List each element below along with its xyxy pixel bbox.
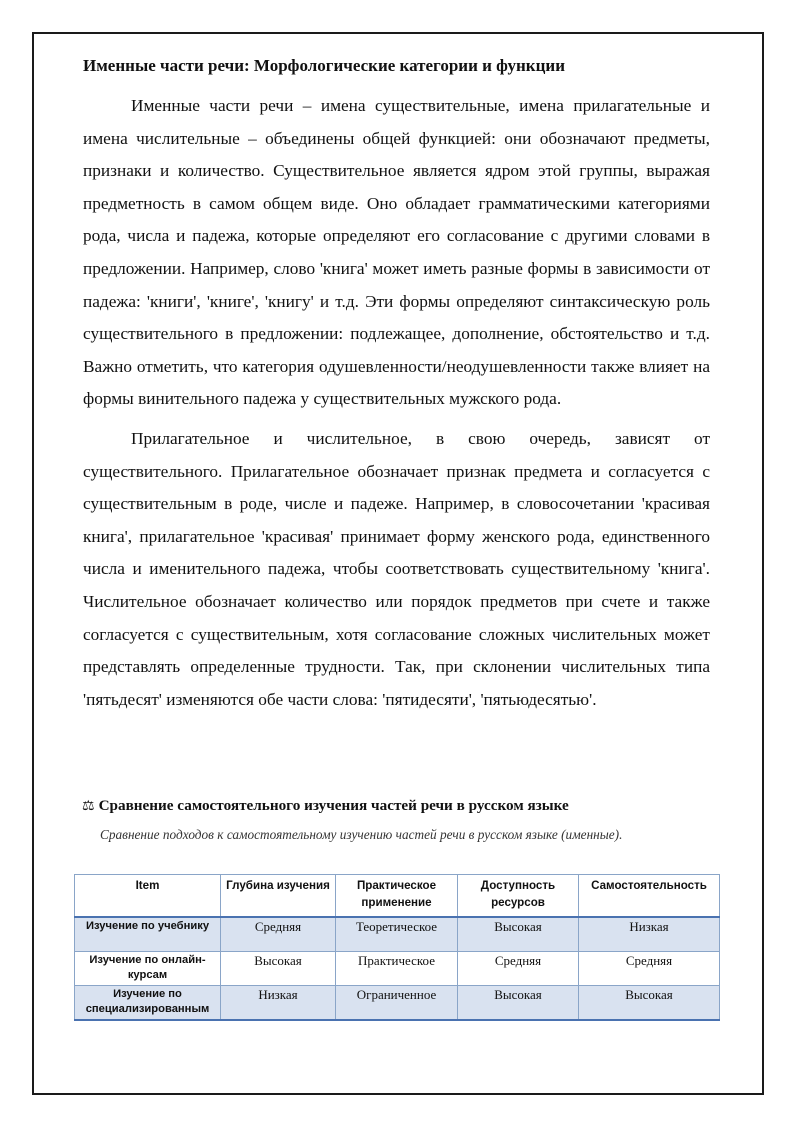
scales-icon: ⚖ (82, 798, 95, 814)
column-header: Item (75, 875, 221, 918)
paragraph-2: Прилагательное и числительное, в свою очередь, зависят от существительного. Прилагательное обозначает признак предмета и согласуется с существительным в роде, числе и падеже. Например, в словосочетании 'красивая книга', прилагательное 'красивая' принимает форму женского рода, единственного числа и именительного падежа, чтобы соответствовать существительному 'книга'. Числительное обозначает количество или порядок предметов при счете и также согласуется с существительным, хотя согласование сложных числительных может представлять определенные трудности. Так, при склонении числительных типа 'пятьдесят' изменяются обе части слова: 'пятидесяти', 'пятьюдесятью'. (83, 428, 710, 709)
document-body (83, 55, 710, 723)
section-heading (82, 797, 722, 815)
table-cell: Средняя (221, 917, 336, 952)
table-row (75, 986, 720, 1021)
table-cell: Низкая (579, 917, 720, 952)
table-cell: Высокая (579, 986, 720, 1021)
section-title-text: Сравнение самостоятельного изучения частей речи в русском языке (98, 797, 569, 814)
table-cell: Ограниченное (336, 986, 458, 1021)
row-label: Изучение по онлайн-курсам (75, 952, 221, 986)
table-cell: Средняя (458, 952, 579, 986)
column-header: Глубина изучения (221, 875, 336, 918)
document-title: Именные части речи: Морфологические категории и функции (83, 56, 565, 75)
table-cell: Высокая (458, 986, 579, 1021)
column-header: Доступность ресурсов (458, 875, 579, 918)
table-row (75, 952, 720, 986)
table-cell: Средняя (579, 952, 720, 986)
table-cell: Высокая (221, 952, 336, 986)
table-cell: Практическое (336, 952, 458, 986)
table-caption: Сравнение подходов к самостоятельному изучению частей речи в русском языке (именные). (100, 827, 623, 842)
table-cell: Высокая (458, 917, 579, 952)
column-header: Самостоятельность (579, 875, 720, 918)
table-header-row (75, 875, 720, 918)
row-label: Изучение по специализированным (75, 986, 221, 1021)
table-row (75, 917, 720, 952)
column-header: Практическое применение (336, 875, 458, 918)
comparison-table (74, 874, 720, 1021)
table-cell: Теоретическое (336, 917, 458, 952)
table-cell: Низкая (221, 986, 336, 1021)
paragraph-1: Именные части речи – имена существительные, имена прилагательные и имена числительные – объединены общей функцией: они обозначают предметы, признаки и количество. Существительное является ядром этой группы, выражая предметность в самом общем виде. Оно обладает грамматическими категориями рода, числа и падежа, которые определяют его согласование с другими словами в предложении. Например, слово 'книга' может иметь разные формы в зависимости от падежа: 'книги', 'книге', 'книгу' и т.д. Эти формы определяют синтаксическую роль существительного в предложении: подлежащее, дополнение, обстоятельство и т.д. Важно отметить, что категория одушевленности/неодушевленности также влияет на формы винительного падежа у существительных мужского рода. (83, 96, 710, 409)
row-label: Изучение по учебнику (75, 917, 221, 952)
